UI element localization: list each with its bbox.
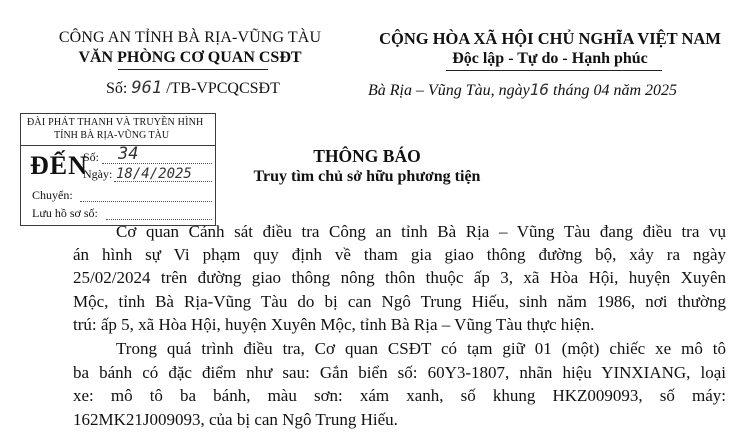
stamp-file-dotline [106,219,212,220]
document-number-suffix: /TB-VPCQCSĐT [166,80,280,97]
stamp-org-line1: ĐÀI PHÁT THANH VÀ TRUYỀN HÌNH [27,117,204,128]
stamp-transfer-dotline [80,201,212,202]
body-line: xe: mô tô ba bánh, màu sơn: xám xanh, số khung HKZ009093, số máy: [73,386,726,405]
body-line: 25/02/2024 trên đường giao thông nông thôn thuộc ấp 3, xã Hòa Hội, huyện Xuyên [73,268,726,287]
issue-date-day: 16 [529,80,550,99]
state-name: CỘNG HÒA XÃ HỘI CHỦ NGHĨA VIỆT NAM [379,29,721,48]
issue-date-suffix: tháng 04 năm 2025 [553,82,678,99]
body-line: ba bánh có đặc điểm như sau: Gắn biển số: 60Y3-1807, nhãn hiệu YINXIANG, loại [73,363,726,382]
stamp-received-label: ĐẾN [30,151,88,180]
stamp-file-label: Lưu hồ sơ số: [32,206,98,220]
header-left-underline [118,69,268,70]
body-line: Trong quá trình điều tra, Cơ quan CSĐT có tạm giữ 01 (một) chiếc xe mô tô [116,339,726,358]
body-line: Cơ quan Cảnh sát điều tra Công an tỉnh Bà Rịa – Vũng Tàu đang điều tra vụ [116,222,726,241]
body-line: án hình sự Vi phạm quy định về tham gia giao thông đường bộ, xảy ra ngày [73,245,726,264]
body-line: trú: ấp 5, xã Hòa Hội, huyện Xuyên Mộc, tỉnh Bà Rịa – Vũng Tàu thực hiện. [73,315,595,334]
issuing-agency: CÔNG AN TỈNH BÀ RỊA-VŨNG TÀU [58,29,322,46]
body-line: 162MK21J009093, của bị can Ngô Trung Hiếu. [73,410,398,429]
stamp-org-line2: TỈNH BÀ RỊA-VŨNG TÀU [54,130,170,141]
issuing-office: VĂN PHÒNG CƠ QUAN CSĐT [78,49,302,66]
notice-subtitle: Truy tìm chủ sở hữu phương tiện [253,168,481,185]
header-right-underline [446,70,662,71]
stamp-number-label: Số: [83,150,100,164]
document-number [106,78,280,98]
document-number-value: 961 [131,78,163,98]
state-motto: Độc lập - Tự do - Hạnh phúc [452,50,648,67]
notice-title: THÔNG BÁO [313,146,421,166]
stamp-date-value: 18/4/2025 [116,166,192,182]
document-number-prefix: Số: [106,80,128,97]
issue-date-prefix: Bà Rịa – Vũng Tàu, ngày [368,82,530,99]
issue-date [368,80,677,100]
body-line: Mộc, tỉnh Bà Rịa-Vũng Tàu do bị can Ngô Trung Hiếu, sinh năm 1986, nơi thường [73,292,726,311]
stamp-transfer-label: Chuyển: [32,188,73,202]
stamp-number-value: 34 [118,144,139,164]
stamp-date-label: Ngày: [83,167,113,181]
